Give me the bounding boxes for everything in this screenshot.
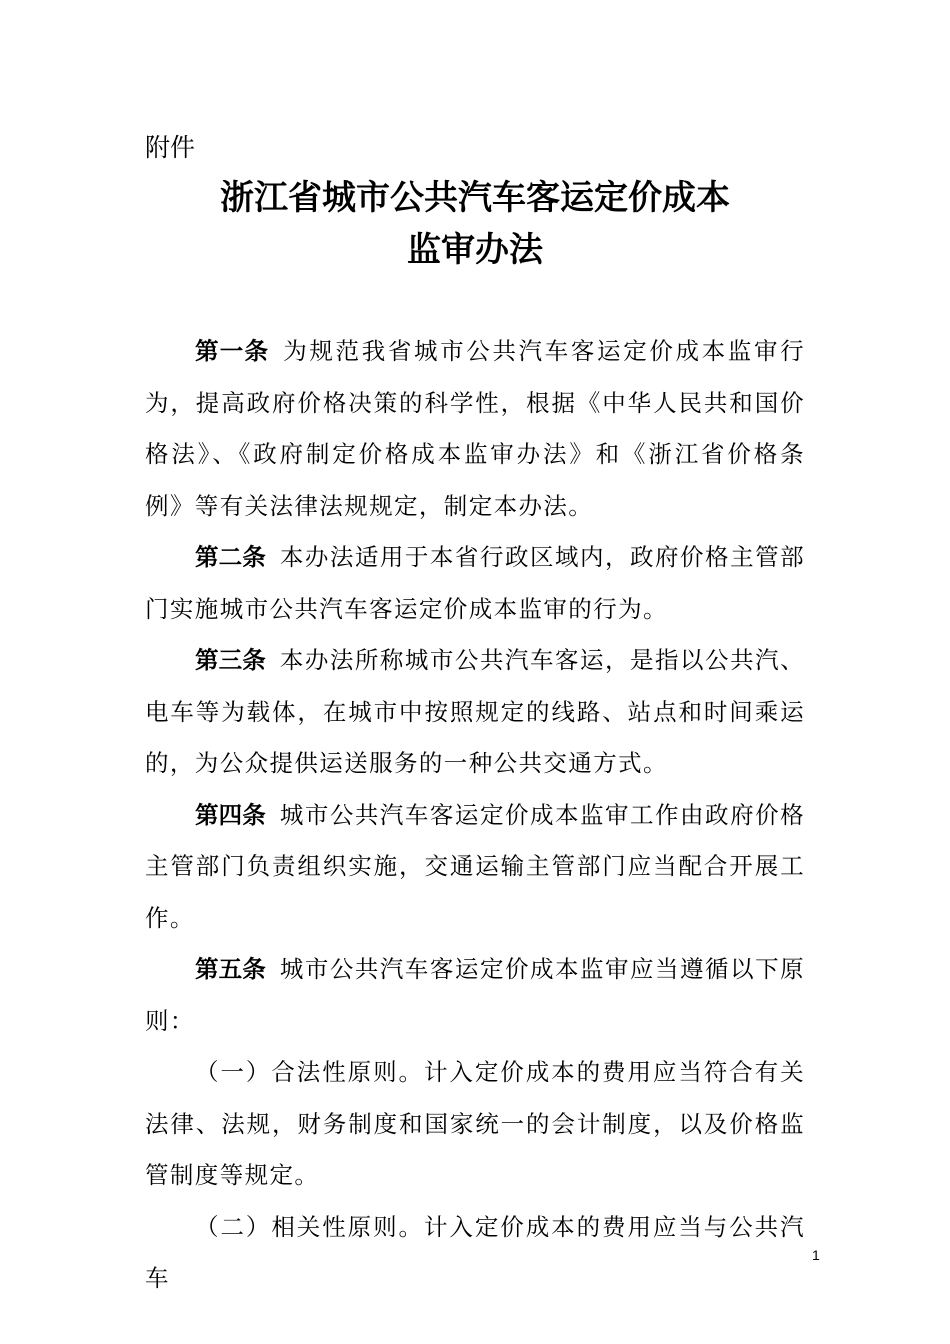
article-3-paragraph: [145, 635, 805, 790]
document-title-line-1: 浙江省城市公共汽车客运定价成本: [220, 178, 730, 218]
article-heading: 第五条: [195, 955, 266, 983]
principle-text: （一）合法性原则。计入定价成本的费用应当符合有关法律、法规，财务制度和国家统一的会计制度，以及价格监管制度等规定。: [145, 1058, 805, 1189]
page-number: 1: [812, 1247, 820, 1263]
principle-1-paragraph: [145, 1047, 805, 1202]
article-heading: 第四条: [195, 800, 266, 829]
article-heading: 第三条: [195, 646, 266, 674]
article-4-paragraph: [145, 790, 805, 945]
principle-text: （二）相关性原则。计入定价成本的费用应当与公共汽车: [145, 1212, 805, 1292]
article-2-paragraph: [145, 532, 805, 635]
article-heading: 第二条: [195, 543, 266, 571]
article-text: 本办法所称城市公共汽车客运，是指以公共汽、电车等为载体，在城市中按照规定的线路、站点和时间乘运的，为公众提供运送服务的一种公共交通方式。: [145, 646, 805, 777]
article-text: 为规范我省城市公共汽车客运定价成本监审行为，提高政府价格决策的科学性，根据《中华人民共和国价格法》、《政府制定价格成本监审办法》和《浙江省价格条例》等有关法律法规规定，制定本办法。: [145, 337, 805, 520]
article-5-paragraph: [145, 944, 805, 1047]
attachment-label: 附件: [145, 133, 196, 162]
article-heading: 第一条: [195, 337, 270, 365]
document-body: [145, 326, 805, 1305]
article-1-paragraph: [145, 326, 805, 532]
principle-2-paragraph: [145, 1202, 805, 1305]
document-title-line-2: 监审办法: [407, 230, 543, 270]
article-text: 本办法适用于本省行政区域内，政府价格主管部门实施城市公共汽车客运定价成本监审的行为。: [145, 543, 805, 623]
article-text: 城市公共汽车客运定价成本监审工作由政府价格主管部门负责组织实施，交通运输主管部门应当配合开展工作。: [145, 800, 805, 932]
article-text: 城市公共汽车客运定价成本监审应当遵循以下原则：: [145, 955, 805, 1035]
